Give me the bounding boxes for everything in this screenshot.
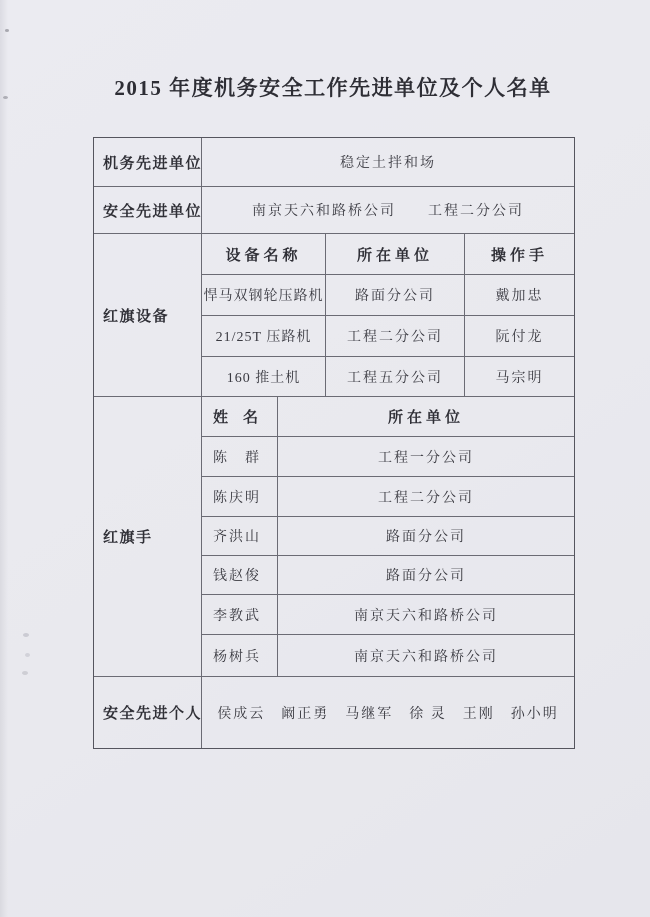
table-section-red-flag-operators — [94, 396, 574, 676]
row-label-advanced-unit: 机务先进单位 — [103, 155, 203, 172]
operators-header-unit: 所在单位 — [277, 397, 574, 436]
row-value-advanced-unit: 稳定土拌和场 — [201, 138, 574, 186]
operator-name: 陈庆明 — [213, 490, 261, 506]
section-label-red-flag-operators: 红旗手 — [103, 530, 153, 546]
equipment-name: 悍马双钢轮压路机 — [203, 289, 324, 304]
equipment-unit: 工程五分公司 — [325, 357, 464, 396]
operator-name: 齐洪山 — [213, 530, 261, 545]
table-row — [202, 315, 574, 356]
table-row — [202, 634, 574, 676]
operator-name: 李教武 — [213, 608, 261, 624]
equipment-header-unit: 所在单位 — [325, 234, 464, 274]
equipment-section-body — [201, 234, 574, 396]
table-row — [202, 356, 574, 396]
equipment-name: 160 推土机 — [226, 370, 301, 386]
equipment-unit: 路面分公司 — [325, 275, 464, 315]
scan-noise — [3, 96, 8, 99]
equipment-operator: 戴加忠 — [464, 275, 574, 315]
operator-name: 钱赵俊 — [213, 569, 261, 584]
table-row-safety-unit — [94, 186, 574, 233]
operators-section-body — [201, 397, 574, 676]
award-table — [93, 137, 575, 749]
scan-noise — [22, 671, 28, 675]
equipment-header-row — [202, 234, 574, 274]
operator-name: 陈 群 — [213, 450, 261, 466]
table-row-safety-individuals — [94, 676, 574, 748]
equipment-unit: 工程二分公司 — [325, 316, 464, 356]
row-label-safety-unit: 安全先进单位 — [103, 203, 203, 220]
operator-unit: 工程一分公司 — [277, 437, 574, 476]
table-row — [202, 555, 574, 594]
equipment-operator: 阮付龙 — [464, 316, 574, 356]
operator-unit: 工程二分公司 — [277, 477, 574, 516]
scan-noise — [25, 653, 30, 657]
page-title: 2015 年度机务安全工作先进单位及个人名单 — [114, 76, 552, 100]
operator-unit: 南京天六和路桥公司 — [277, 595, 574, 634]
table-section-red-flag-equipment — [94, 233, 574, 396]
operators-header-row — [202, 397, 574, 436]
scan-noise — [23, 633, 29, 637]
scan-edge-shade — [0, 0, 8, 917]
equipment-header-operator: 操作手 — [464, 234, 574, 274]
row-label-safety-individuals: 安全先进个人 — [103, 706, 203, 722]
equipment-name: 21/25T 压路机 — [215, 330, 312, 345]
operator-unit: 路面分公司 — [277, 517, 574, 555]
row-value-safety-individuals: 侯成云 阚正勇 马继军 徐 灵 王刚 孙小明 — [201, 677, 574, 748]
operators-header-name: 姓 名 — [213, 410, 259, 426]
equipment-header-name: 设备名称 — [225, 247, 302, 264]
operator-unit: 路面分公司 — [277, 556, 574, 594]
table-row — [202, 516, 574, 555]
operator-name: 杨树兵 — [213, 649, 261, 665]
equipment-operator: 马宗明 — [464, 357, 574, 396]
operator-unit: 南京天六和路桥公司 — [277, 635, 574, 676]
scan-noise — [5, 29, 9, 32]
table-row-advanced-unit — [94, 138, 574, 186]
table-row — [202, 436, 574, 476]
table-row — [202, 476, 574, 516]
table-row — [202, 594, 574, 634]
row-value-safety-unit: 南京天六和路桥公司 工程二分公司 — [201, 187, 574, 233]
section-label-red-flag-equipment: 红旗设备 — [103, 308, 170, 325]
table-row — [202, 274, 574, 315]
